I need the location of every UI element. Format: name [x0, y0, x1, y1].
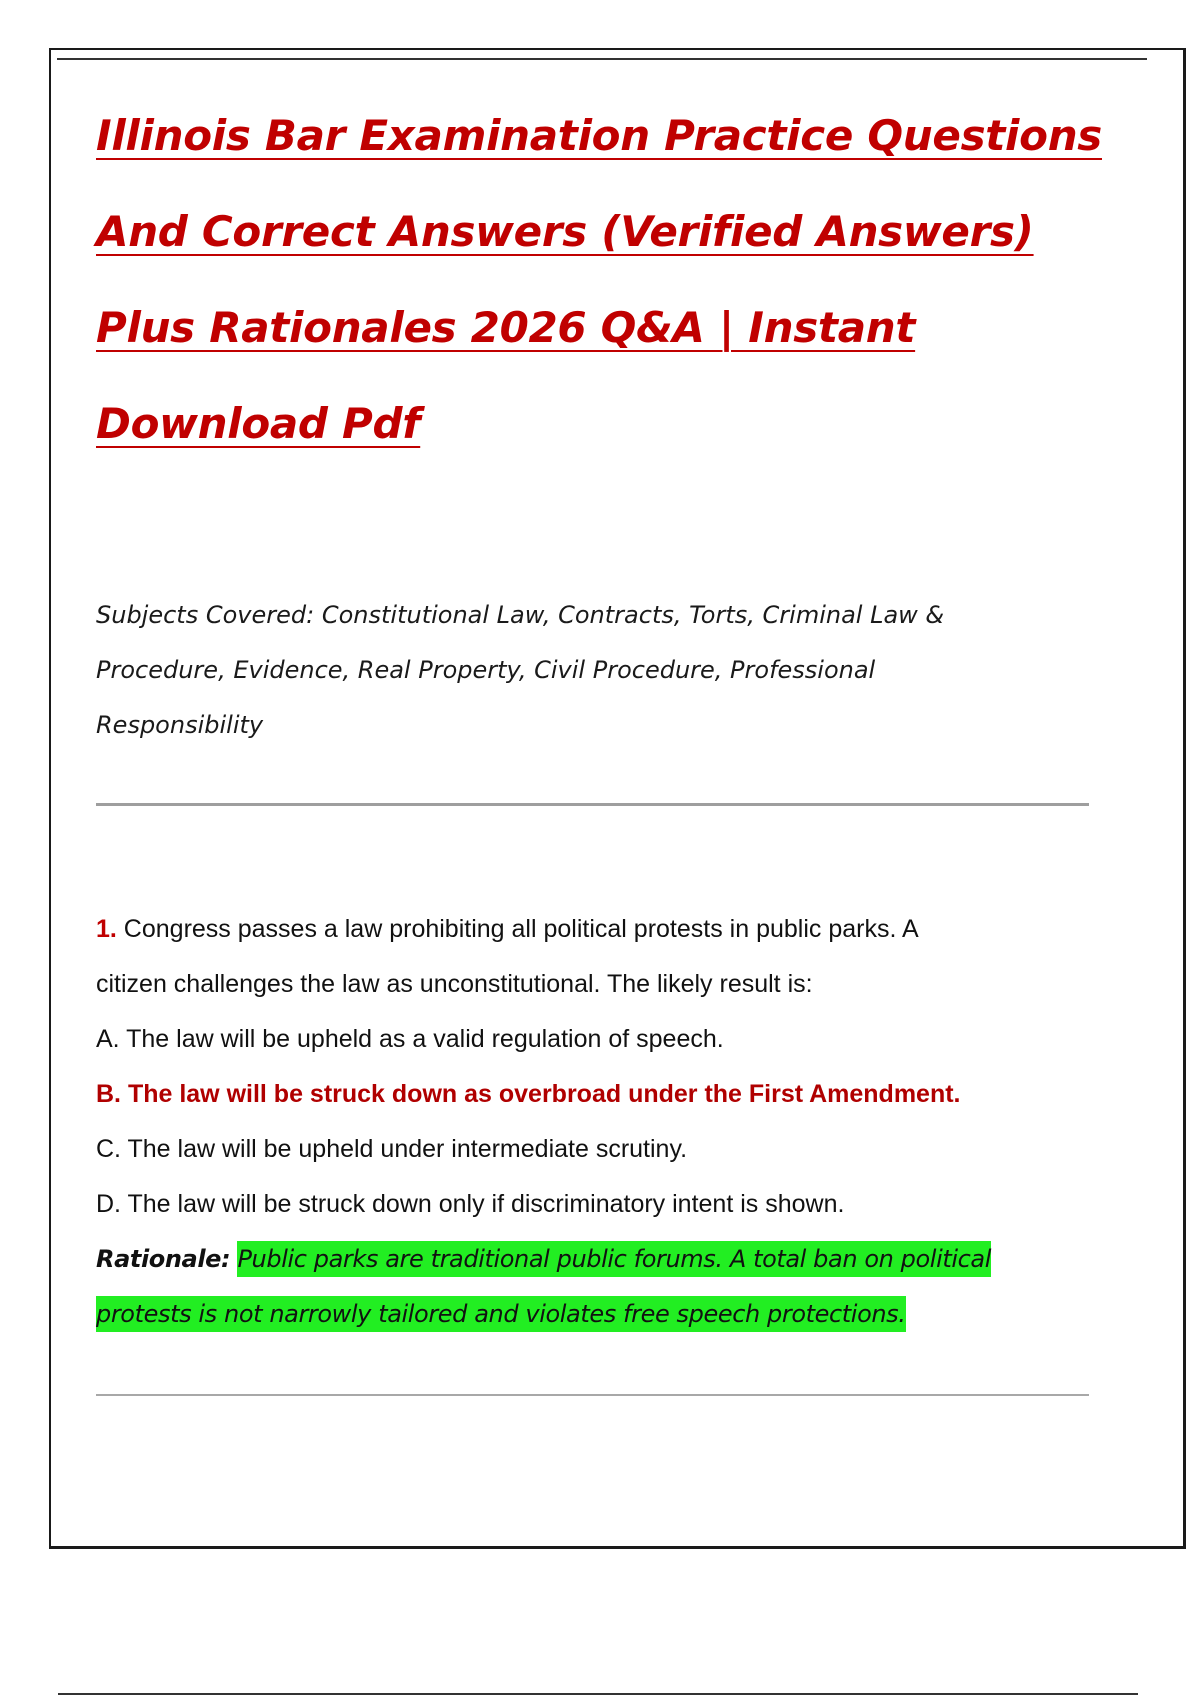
subjects-covered: [96, 588, 1086, 753]
question-1: [96, 902, 1096, 1342]
option-c: C. The law will be upheld under intermediate scrutiny.: [96, 1135, 688, 1163]
rationale-text-1: Public parks are traditional public forums. A total ban on political: [237, 1241, 991, 1277]
subjects-line-2: Procedure, Evidence, Real Property, Civil Procedure, Professional: [96, 656, 876, 684]
section-divider: [96, 803, 1089, 806]
title-line-3: Plus Rationales 2026 Q&A | Instant: [96, 303, 916, 352]
title-line-2: And Correct Answers (Verified Answers): [96, 207, 1034, 256]
question-stem-line-1: [96, 902, 1096, 957]
rationale-label: Rationale:: [96, 1245, 231, 1273]
subjects-line-3: Responsibility: [96, 711, 264, 739]
rationale-text-2: protests is not narrowly tailored and violates free speech protections.: [96, 1296, 906, 1332]
question-stem-text-1: Congress passes a law prohibiting all political protests in public parks. A: [116, 915, 919, 943]
top-rule: [57, 58, 1147, 60]
question-divider: [96, 1394, 1089, 1396]
bottom-rule: [58, 1693, 1138, 1695]
option-b-correct: B. The law will be struck down as overbroad under the First Amendment.: [96, 1080, 961, 1108]
title-line-1: Illinois Bar Examination Practice Questions: [96, 111, 1102, 160]
rationale-line-2: [96, 1287, 1096, 1342]
question-number: 1.: [96, 915, 117, 943]
document-title: [96, 88, 1102, 472]
option-d: D. The law will be struck down only if discriminatory intent is shown.: [96, 1190, 845, 1218]
rationale-line-1: [96, 1232, 1096, 1287]
title-line-4: Download Pdf: [96, 399, 421, 448]
option-a: A. The law will be upheld as a valid regulation of speech.: [96, 1025, 724, 1053]
question-stem-line-2: citizen challenges the law as unconstitutional. The likely result is:: [96, 970, 813, 998]
subjects-line-1: Subjects Covered: Constitutional Law, Contracts, Torts, Criminal Law &: [96, 601, 945, 629]
